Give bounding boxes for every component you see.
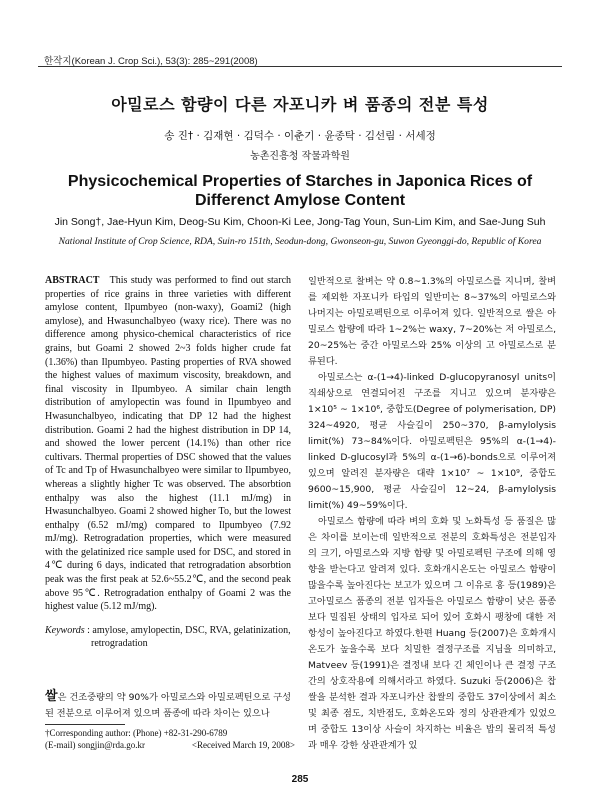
footnote-rule (45, 724, 125, 725)
korean-title: 아밀로스 함량이 다른 자포니카 벼 품종의 전분 특성 (111, 95, 489, 114)
intro-text: 은 건조중량의 약 90%가 아밀로스와 아밀로펙틴으로 구성된 전분으로 이루어져 있으며 품종에 따라 차이는 있으나 (45, 692, 291, 719)
footnote-email: (E-mail) songjin@rda.go.kr (45, 740, 146, 750)
keywords-line1: : amylose, amylopectin, DSC, RVA, gelatinization, (87, 624, 291, 636)
abstract-text: This study was performed to find out starch properties of rice grains in three varieties with different amylose content, Ilpumbyeo (non-waxy), Goami2 (high amylose), and Hwasunchalbyeo (waxy rice). There was no difference among physico-chemical characteristics of rice grains, but Goami 2 showed 2~3 folds higher crude fat (1.36%) than Ilpumbyeo. Pasting properties of RVA showed the highest values of maximum viscosity, breakdown, and final viscosity in Ilpumbyeo. A similar chain length distribution of amylopectin was found in Ilpumbyeo and Hwasunchalbyeo, indicating that DP 12 had the highest distribution. Goami 2 had the highest distribution in DP 14, and showed the lower percent (14.1%) than other rice cultivars. Thermal properties of DSC showed that the values of Tc and Tp of Hwasunchalbyeo were similar to Ilpumbyeo, whereas a slightly higher Tc was observed. The absorbtion enthalpy was also the highest (11.1 mJ/mg) in Hwasunchalbyeo. Goami 2 showed higher To, but the lowest enthalpy (6.52 mJ/mg) compared to Ilpumbyeo (7.92 mJ/mg). Retrogradation properties, which were measured with the gelatinized rice sample used for DSC, and stored in 4℃ during 6 days, indicated that retrogradation absorbtion peak was the first peak at 52.6~55.2℃, and the second peak above 95℃. Retrogradation enthalpy of Goami 2 was the highest value (5.12 mJ/mg). (45, 275, 292, 613)
abstract (45, 274, 291, 614)
english-authors: Jin Song†, Jae-Hyun Kim, Deog-Su Kim, Choon-Ki Lee, Jong-Tag Youn, Sun-Lim Kim, and Sae-Jung Suh (54, 216, 546, 228)
intro-korean (45, 689, 291, 722)
body-column-right (308, 274, 556, 754)
korean-authors: 송 진† · 김재현 · 김덕수 · 이춘기 · 윤종탁 · 김선림 · 서세정 (164, 130, 436, 142)
footnote (45, 727, 295, 751)
header-rule (38, 66, 562, 67)
english-affiliation: National Institute of Crop Science, RDA, Suin-ro 151th, Seodun-dong, Gwonseon-gu, Suwon Gyeonggi-do, Republic of Korea (58, 236, 542, 247)
abstract-column (45, 274, 291, 651)
footnote-corresponding: †Corresponding author: (Phone) +82-31-290-6789 (45, 728, 228, 738)
keywords (45, 624, 291, 651)
paragraph-2: 아밀로스는 α-(1→4)-linked D-glucopyranosyl units이 직쇄상으로 연결되어진 구조를 지니고 있으며 분자량은 1×10⁵ ~ 1×10⁶, 중합도(Degree of polymerisation, DP) 324~4920, 평균 사슬길이 250~370, β-amylolysis limit(%) 73~84%이다. 아밀로펙틴은 95%의 α-(1→4)-linked D-glucosyl과 5%의 α-(1→6)-bonds으로 이루어져 있으며 알려진 분자량은 대략 1×10⁷ ~ 1×10⁹, 중합도 9600~15,900, 평균 사슬길이 12~24, β-amylolysis limit(%) 49~59%이다. (308, 372, 556, 511)
keywords-label: Keywords (45, 624, 85, 636)
korean-affiliation: 농촌진흥청 작물과학원 (250, 151, 350, 162)
page-number: 285 (291, 774, 309, 785)
footnote-received: <Received March 19, 2008> (191, 740, 295, 750)
journal-citation: 한작지(Korean J. Crop Sci.), 53(3): 285~291(2008) (44, 56, 258, 67)
keywords-line2: retrogradation (91, 638, 148, 650)
paragraph-1: 일반적으로 찰벼는 약 0.8~1.3%의 아밀로스를 지니며, 찰벼를 제외한 자포니카 타입의 일반미는 8~37%의 아밀로스와 나머지는 아밀로펙틴으로 이루어져 있다. 일반적으로 쌀은 아밀로스 함량에 따라 1~2%는 waxy, 7~20%는 저 아밀로스, 20~25%는 중간 아밀로스와 25% 이상의 고 아밀로스로 분류된다. (308, 276, 556, 367)
intro-dropcap: 쌀 (45, 689, 58, 704)
english-title: Physicochemical Properties of Starches in Japonica Rices of Differenct Amylose Content (67, 173, 533, 209)
abstract-label: ABSTRACT (45, 275, 100, 286)
paragraph-3: 아밀로스 함량에 따라 벼의 호화 및 노화특성 등 품질은 많은 차이를 보이는데 일반적으로 전분의 호화특성은 전분입자의 크기, 아밀로스와 지방 함량 및 아밀로펙틴 구조에 의해 영향을 받는다고 알려져 있다. 호화개시온도는 아밀로스 함량이 많을수록 높아진다는 보고가 있으며 그 이유로 홍 등(1989)은 고아밀로스 품종의 전분 입자들은 아밀로스 함량이 낮은 품종보다 밀집된 상태의 입자로 되어 있어 호화시 팽창에 대한 저항성이 높아진다고 하였다.한편 Huang 등(2007)은 호화개시온도가 높을수록 보다 치밀한 결정구조를 지님을 의미하고, Matveev 등(1991)은 결정내 보다 긴 체인이나 큰 결정 구조간의 상호작용에 의해서라고 하였다. Suzuki 등(2006)은 찹쌀을 분석한 결과 자포니카산 찹쌀의 중합도 37이상에서 최소 및 최종 점도, 치반점도, 호화온도와 정의 상관관계가 있었으며 중합도 13이상 사슬이 차지하는 비율은 밥의 물리적 특성과 매우 강한 상관관계가 있 (308, 516, 556, 751)
